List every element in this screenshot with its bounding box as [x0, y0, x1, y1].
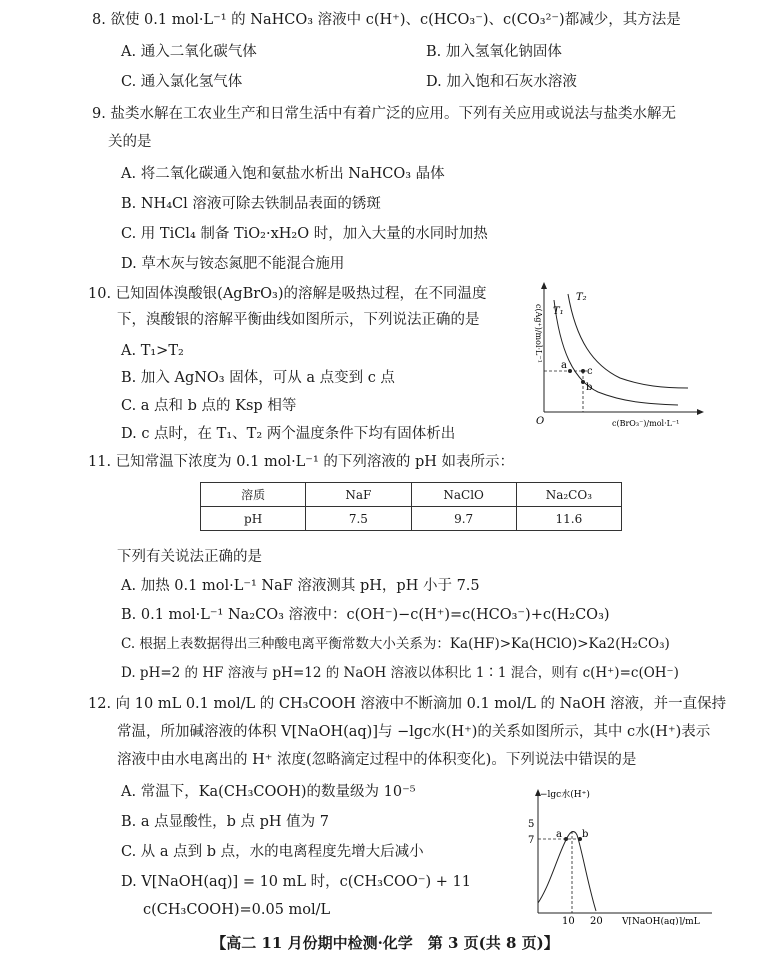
q10-solubility-figure — [528, 280, 708, 430]
q8-option-d: D. 加入饱和石灰水溶液 — [426, 74, 577, 90]
q10-point-a — [568, 369, 572, 373]
q10-y-arrow — [541, 282, 547, 289]
q12-x-tick-10: 10 — [562, 916, 575, 925]
q10-option-b: B. 加入 AgNO₃ 固体，可从 a 点变到 c 点 — [121, 370, 395, 386]
q10-y-axis-label: c(Ag⁺)/mol·L⁻¹ — [534, 304, 543, 363]
q11-option-a: A. 加热 0.1 mol·L⁻¹ NaF 溶液测其 pH，pH 小于 7.5 — [121, 578, 480, 594]
q12-titration-figure — [510, 785, 720, 925]
table-header-cell: Na₂CO₃ — [516, 483, 621, 507]
q12-option-d-2: c(CH₃COOH)=0.05 mol/L — [143, 902, 331, 918]
q10-option-c: C. a 点和 b 点的 Ksp 相等 — [121, 398, 297, 414]
q10-label-c: c — [587, 366, 593, 377]
q12-x-tick-20: 20 — [590, 916, 603, 925]
q11-stem: 11. 已知常温下浓度为 0.1 mol·L⁻¹ 的下列溶液的 pH 如表所示： — [88, 454, 515, 470]
q10-point-b — [581, 380, 585, 384]
q9-option-c: C. 用 TiCl₄ 制备 TiO₂·xH₂O 时，加入大量的水同时加热 — [121, 226, 488, 242]
q12-curve — [538, 832, 596, 911]
q10-stem-1: 10. 已知固体溴酸银(AgBrO₃)的溶解是吸热过程，在不同温度 — [88, 286, 487, 302]
q12-stem-1: 12. 向 10 mL 0.1 mol/L 的 CH₃COOH 溶液中不断滴加 0.1 mol/L 的 NaOH 溶液，并一直保持 — [88, 696, 727, 712]
q9-option-b: B. NH₄Cl 溶液可除去铁制品表面的锈斑 — [121, 196, 381, 212]
table-row — [201, 507, 622, 531]
q12-label-a: a — [556, 829, 562, 840]
table-header-cell: 溶质 — [201, 483, 306, 507]
q11-option-c: C. 根据上表数据得出三种酸电离平衡常数大小关系为：Ka(HF)>Ka(HClO)>Ka2(H₂CO₃) — [121, 636, 670, 652]
q12-option-c: C. 从 a 点到 b 点，水的电离程度先增大后减小 — [121, 844, 424, 860]
q12-label-b: b — [582, 829, 589, 840]
q10-label-a: a — [561, 360, 567, 371]
q10-label-origin: O — [536, 416, 545, 427]
q12-y-axis-label: −lgc水(H⁺) — [540, 790, 590, 800]
q12-y-tick-7: 7 — [528, 835, 535, 846]
q10-label-t2: T₂ — [576, 292, 587, 303]
table-row — [201, 483, 622, 507]
q11-ph-table — [200, 482, 622, 531]
q9-option-a: A. 将二氧化碳通入饱和氨盐水析出 NaHCO₃ 晶体 — [121, 166, 445, 182]
q10-stem-2: 下，溴酸银的溶解平衡曲线如图所示，下列说法正确的是 — [117, 312, 480, 328]
q10-option-a: A. T₁>T₂ — [121, 343, 184, 359]
table-cell: 11.6 — [516, 507, 621, 531]
q12-option-a: A. 常温下，Ka(CH₃COOH)的数量级为 10⁻⁵ — [121, 784, 416, 800]
q11-option-b: B. 0.1 mol·L⁻¹ Na₂CO₃ 溶液中：c(OH⁻)−c(H⁺)=c(HCO₃⁻)+c(H₂CO₃) — [121, 607, 610, 623]
q8-stem: 8. 欲使 0.1 mol·L⁻¹ 的 NaHCO₃ 溶液中 c(H⁺)、c(HCO₃⁻)、c(CO₃²⁻)都减少，其方法是 — [92, 12, 681, 28]
q10-label-b: b — [586, 382, 593, 393]
q12-stem-3: 溶液中由水电离出的 H⁺ 浓度(忽略滴定过程中的体积变化)。下列说法中错误的是 — [117, 752, 637, 768]
q12-option-d-1: D. V[NaOH(aq)] = 10 mL 时，c(CH₃COO⁻) + 11 — [121, 874, 471, 890]
q10-point-c — [581, 369, 585, 373]
q12-stem-2: 常温，所加碱溶液的体积 V[NaOH(aq)]与 −lgc水(H⁺)的关系如图所示，其中 c水(H⁺)表示 — [117, 724, 711, 740]
q10-curve-t2 — [568, 294, 688, 388]
q12-point-a — [564, 837, 568, 841]
q12-x-axis-label: V[NaOH(aq)]/mL — [622, 917, 700, 925]
q10-label-t1: T₁ — [553, 306, 564, 317]
q10-x-arrow — [697, 409, 704, 415]
q8-option-a: A. 通入二氧化碳气体 — [121, 44, 257, 60]
q8-option-b: B. 加入氢氧化钠固体 — [426, 44, 562, 60]
table-cell: pH — [201, 507, 306, 531]
q10-x-axis-label: c(BrO₃⁻)/mol·L⁻¹ — [612, 419, 680, 428]
q11-lead: 下列有关说法正确的是 — [117, 549, 262, 565]
q9-option-d: D. 草木灰与铵态氮肥不能混合施用 — [121, 256, 345, 272]
table-header-cell: NaF — [306, 483, 411, 507]
table-header-cell: NaClO — [411, 483, 516, 507]
q12-y-tick-5: 5 — [528, 819, 535, 830]
q11-option-d: D. pH=2 的 HF 溶液与 pH=12 的 NaOH 溶液以体积比 1∶1 混合，则有 c(H⁺)=c(OH⁻) — [121, 665, 679, 681]
q10-option-d: D. c 点时，在 T₁、T₂ 两个温度条件下均有固体析出 — [121, 426, 456, 442]
q12-option-b: B. a 点显酸性，b 点 pH 值为 7 — [121, 814, 329, 830]
q8-option-c: C. 通入氯化氢气体 — [121, 74, 243, 90]
q9-stem-1: 9. 盐类水解在工农业生产和日常生活中有着广泛的应用。下列有关应用或说法与盐类水解无 — [92, 106, 676, 122]
table-cell: 7.5 — [306, 507, 411, 531]
table-cell: 9.7 — [411, 507, 516, 531]
q9-stem-2: 关的是 — [108, 134, 152, 150]
page-footer: 【高二 11 月份期中检测·化学 第 3 页(共 8 页)】 — [211, 934, 559, 952]
